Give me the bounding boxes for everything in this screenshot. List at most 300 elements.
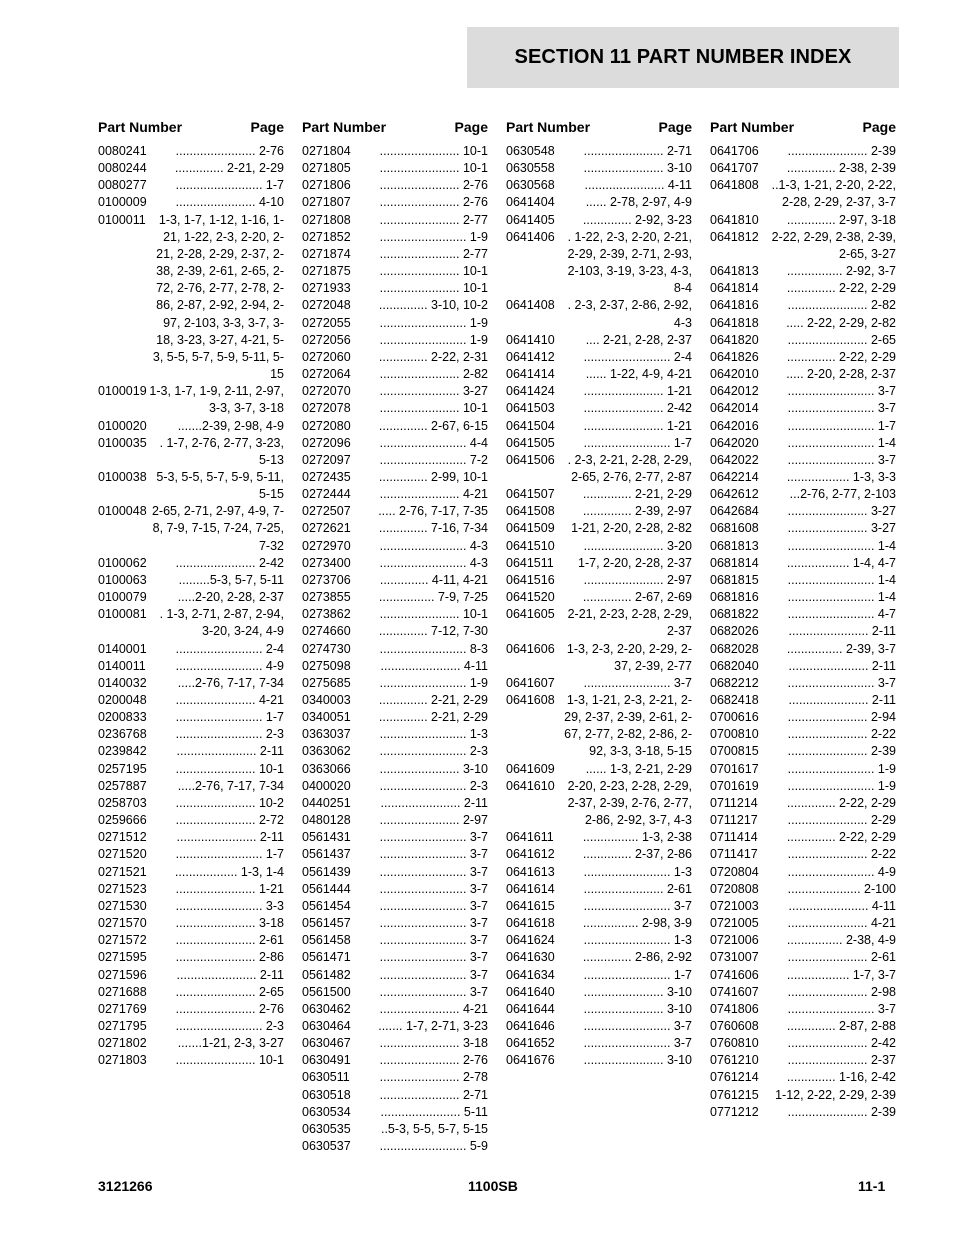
index-entry (506, 761, 692, 778)
index-entry (506, 229, 692, 298)
part-number: 0641414 (506, 367, 555, 382)
index-entry (506, 383, 692, 400)
part-number: 0641812 (710, 229, 759, 244)
part-number: 0641404 (506, 195, 555, 210)
part-number: 0561471 (302, 950, 351, 965)
part-number: 0100035 (98, 435, 147, 450)
index-entry (98, 641, 284, 658)
part-number: 0641511 (506, 555, 554, 570)
index-entry (98, 435, 284, 469)
index-entry (302, 194, 488, 211)
part-number: 0100020 (98, 418, 147, 433)
page-references: ......................... 3-7 (787, 1001, 896, 1016)
page-references: ....................... 2-61 (787, 950, 896, 965)
index-entry (302, 743, 488, 760)
part-number: 0641644 (506, 1001, 555, 1016)
part-number: 0641624 (506, 933, 555, 948)
column-header (98, 119, 284, 143)
index-entry (98, 967, 284, 984)
index-entry (98, 915, 284, 932)
index-entry (710, 915, 896, 932)
index-entry (710, 418, 896, 435)
page-references: 1-12, 2-22, 2-29, 2-39 (775, 1087, 896, 1102)
index-entry (98, 143, 284, 160)
part-number: 0271570 (98, 916, 147, 931)
index-entry (302, 1035, 488, 1052)
index-entry (98, 160, 284, 177)
page-references: ......................... 4-3 (379, 538, 488, 553)
part-number: 0274730 (302, 641, 351, 656)
index-entry (710, 606, 896, 623)
part-number: 0641408 (506, 298, 555, 313)
index-entry (98, 555, 284, 572)
page-heading: Page (658, 119, 692, 135)
part-number: 0561482 (302, 967, 351, 982)
page-references: ....................... 2-42 (175, 555, 284, 570)
part-number: 0630511 (302, 1070, 350, 1085)
page-references: ....................... 2-11 (176, 744, 284, 759)
index-entry (506, 864, 692, 881)
page-heading: Page (862, 119, 896, 135)
index-entry (302, 812, 488, 829)
page-references: ....................... 2-39 (787, 1104, 896, 1119)
part-number: 0100009 (98, 195, 147, 210)
part-number: 0642010 (710, 367, 759, 382)
page-references: ....................... 2-42 (787, 1036, 896, 1051)
part-number: 0273400 (302, 555, 351, 570)
part-number: 0642014 (710, 401, 759, 416)
index-entry (710, 1018, 896, 1035)
page-references: ..... 2-76, 7-17, 7-35 (378, 504, 488, 519)
index-entry (302, 486, 488, 503)
part-number: 0271933 (302, 281, 351, 296)
part-number: 0630518 (302, 1087, 351, 1102)
index-entry (710, 160, 896, 177)
index-column-1 (98, 119, 284, 1069)
index-entry (302, 572, 488, 589)
index-entry (302, 932, 488, 949)
index-entry (710, 709, 896, 726)
page-references: ....................... 3-10 (583, 1001, 692, 1016)
part-number: 0641810 (710, 212, 759, 227)
part-number: 0642684 (710, 504, 759, 519)
page-references: 1-3, 1-21, 2-3, 2-21, 2-29, 2-37, 2-39, 2-61, 2-67, 2-77, 2-82, 2-86, 2-92, 3-3, 3-18, 5-15 (564, 693, 692, 759)
page-references: ....................... 2-42 (583, 401, 692, 416)
index-entry (302, 761, 488, 778)
index-entry (98, 675, 284, 692)
page-references: .....2-20, 2-28, 2-37 (177, 590, 284, 605)
part-number: 0760810 (710, 1036, 759, 1051)
page-references: ......................... 3-7 (379, 881, 488, 896)
page-references: ......................... 3-7 (379, 967, 488, 982)
index-column-2 (302, 119, 488, 1155)
footer-doc-number: 3121266 (98, 1178, 153, 1194)
page-references: ....................... 2-11 (176, 830, 284, 845)
page-references: ....................... 4-21 (379, 487, 488, 502)
index-entry (302, 881, 488, 898)
part-number: 0100062 (98, 555, 147, 570)
part-number: 0641406 (506, 229, 555, 244)
part-number: 0641609 (506, 761, 555, 776)
index-entry (710, 349, 896, 366)
part-number: 0080277 (98, 178, 147, 193)
page-references: ..... 2-22, 2-29, 2-82 (786, 315, 896, 330)
part-number: 0721006 (710, 933, 759, 948)
part-number: 0630535 (302, 1121, 351, 1136)
index-entry (302, 675, 488, 692)
part-number: 0641820 (710, 332, 759, 347)
page-references: ......................... 2-3 (379, 778, 488, 793)
part-number: 0720808 (710, 881, 759, 896)
part-number: 0641610 (506, 778, 555, 793)
page-references: .............. 7-16, 7-34 (378, 521, 488, 536)
part-number: 0721003 (710, 898, 759, 913)
part-number: 0641614 (506, 881, 555, 896)
index-entry (302, 658, 488, 675)
part-number: 0682212 (710, 675, 759, 690)
index-entry (98, 761, 284, 778)
page-references: ....................... 10-1 (379, 144, 488, 158)
part-number: 0100079 (98, 590, 147, 605)
page-references: 2-21, 2-23, 2-28, 2-29, 2-37 (567, 607, 692, 639)
part-number-heading: Part Number (302, 119, 387, 135)
index-entry (506, 520, 692, 537)
page-references: ......................... 3-7 (583, 1018, 692, 1033)
page-references: ................ 2-38, 4-9 (786, 933, 896, 948)
page-references: ......................... 3-7 (583, 675, 692, 690)
page-references: .....2-76, 7-17, 7-34 (177, 675, 284, 690)
index-entry (98, 1035, 284, 1052)
index-entry (98, 846, 284, 863)
part-number: 0641814 (710, 281, 759, 296)
part-number: 0271808 (302, 212, 351, 227)
page-references: ......................... 1-9 (787, 761, 896, 776)
part-number: 0641676 (506, 1053, 555, 1068)
page-references: ....................... 1-21 (175, 881, 284, 896)
index-entry (506, 400, 692, 417)
part-number: 0272060 (302, 349, 351, 364)
page-references: ....................... 3-27 (787, 504, 896, 519)
page-references: ....................... 4-21 (175, 693, 284, 707)
index-entry (710, 641, 896, 658)
page-references: ....................... 3-10 (583, 984, 692, 999)
index-entry (506, 606, 692, 640)
part-number: 0080244 (98, 161, 147, 176)
part-number: 0561458 (302, 933, 351, 948)
page-references: ......................... 4-7 (787, 607, 896, 622)
index-entry (302, 1018, 488, 1035)
part-number: 0271595 (98, 950, 147, 965)
index-column-4 (710, 119, 896, 1121)
section-title: SECTION 11 PART NUMBER INDEX (514, 46, 852, 68)
part-number: 0641505 (506, 435, 555, 450)
page-references: . 1-22, 2-3, 2-20, 2-21, 2-29, 2-39, 2-71, 2-93, 2-103, 3-19, 3-23, 4-3, 8-4 (567, 229, 692, 296)
page-references: .............. 2-67, 6-15 (378, 418, 488, 433)
part-number: 0641509 (506, 521, 555, 536)
part-number: 0561454 (302, 898, 351, 913)
part-number: 0630534 (302, 1104, 351, 1119)
index-entry (98, 881, 284, 898)
part-number: 0271874 (302, 246, 351, 261)
part-number: 0100038 (98, 469, 147, 484)
page-references: .............. 2-67, 2-69 (582, 590, 692, 605)
part-number: 0271520 (98, 847, 147, 862)
index-entry (506, 898, 692, 915)
page-references: ....................... 4-11 (380, 658, 488, 673)
page-references: ......................... 7-2 (379, 452, 488, 467)
index-entry (506, 177, 692, 194)
part-number: 0641510 (506, 538, 555, 553)
part-number: 0720804 (710, 864, 759, 879)
page-references: . 2-3, 2-37, 2-86, 2-92, 4-3 (567, 298, 692, 330)
index-entry (302, 538, 488, 555)
page-references: ....................... 3-20 (583, 538, 692, 553)
index-entry (506, 143, 692, 160)
page-references: ......................... 1-7 (787, 418, 896, 433)
page-references: .............. 2-97, 3-18 (786, 212, 896, 227)
column-header (710, 119, 896, 143)
part-number: 0641634 (506, 967, 555, 982)
part-number: 0731007 (710, 950, 759, 965)
index-entry (710, 1069, 896, 1086)
part-number: 0561500 (302, 984, 351, 999)
page-references: 2-22, 2-29, 2-38, 2-39, 2-65, 3-27 (771, 229, 896, 261)
part-number: 0711414 (710, 830, 758, 845)
page-references: ....................... 10-1 (379, 161, 488, 176)
index-entry (302, 984, 488, 1001)
section-title-box (467, 27, 899, 88)
index-entry (506, 297, 692, 331)
page-references: ......................... 3-7 (787, 401, 896, 416)
index-entry (506, 846, 692, 863)
page-references: ....................... 2-39 (787, 144, 896, 158)
index-entry (710, 280, 896, 297)
page-references: ....................... 2-97 (583, 572, 692, 587)
page-references: ......................... 3-7 (787, 675, 896, 690)
page-references: ......................... 3-7 (787, 384, 896, 399)
page-references: ....................... 2-71 (583, 144, 692, 158)
page-references: .............. 2-22, 2-29 (786, 795, 896, 810)
page-references: ....................... 2-22 (787, 727, 896, 742)
page-references: .... 2-21, 2-28, 2-37 (585, 332, 692, 347)
index-entry (506, 1052, 692, 1069)
part-number: 0400020 (302, 778, 351, 793)
index-entry (710, 520, 896, 537)
part-number: 0100048 (98, 504, 147, 519)
part-number: 0642612 (710, 487, 759, 502)
index-entry (98, 864, 284, 881)
index-entry (98, 383, 284, 417)
index-entry (302, 315, 488, 332)
part-number: 0363066 (302, 761, 351, 776)
page-references: ....................... 2-29 (787, 813, 896, 828)
part-number: 0630462 (302, 1001, 351, 1016)
page-references: ....................... 10-1 (175, 761, 284, 776)
part-number: 0641606 (506, 641, 555, 656)
page-references: ....................... 2-11 (788, 624, 896, 639)
page-references: 1-3, 2-3, 2-20, 2-29, 2-37, 2-39, 2-77 (566, 641, 692, 673)
page-references: .............. 2-21, 2-29 (174, 161, 284, 176)
page-references: ......................... 1-4 (787, 572, 896, 587)
page-references: ....................... 2-77 (379, 246, 488, 261)
page-references: 2-20, 2-23, 2-28, 2-29, 2-37, 2-39, 2-76, 2-77, 2-86, 2-92, 3-7, 4-3 (567, 778, 692, 828)
index-entry (98, 949, 284, 966)
index-entry (302, 949, 488, 966)
index-entry (710, 366, 896, 383)
page-references: ......................... 5-9 (379, 1139, 488, 1154)
page-references: .............. 2-92, 3-23 (582, 212, 692, 227)
part-number: 0561437 (302, 847, 351, 862)
page-references: ......................... 1-4 (787, 435, 896, 450)
page-references: ................ 7-9, 7-25 (378, 590, 488, 605)
part-number: 0711214 (710, 795, 758, 810)
page-references: ....................... 4-11 (788, 898, 896, 913)
part-number: 0641611 (506, 830, 554, 845)
page-references: ....................... 4-21 (379, 1001, 488, 1016)
page-references: ....................... 3-10 (583, 1053, 692, 1068)
page-references: ......................... 2-3 (175, 1018, 284, 1033)
index-entry (506, 778, 692, 829)
part-number: 0641605 (506, 607, 555, 622)
part-number: 0741806 (710, 1001, 759, 1016)
index-entry (302, 1121, 488, 1138)
page-references: ......................... 1-4 (787, 590, 896, 605)
part-number: 0100063 (98, 572, 147, 587)
page-references: .............. 2-21, 2-29 (582, 487, 692, 502)
part-number: 0641646 (506, 1018, 555, 1033)
index-entry (506, 675, 692, 692)
page-references: ......................... 1-7 (583, 435, 692, 450)
page-references: .......1-21, 2-3, 3-27 (177, 1036, 284, 1051)
page-references: ......................... 2-4 (175, 641, 284, 656)
part-number: 0340051 (302, 710, 351, 725)
index-entry (98, 778, 284, 795)
page-references: ....................... 10-1 (379, 401, 488, 416)
part-number: 0700616 (710, 710, 759, 725)
page-references: ......................... 4-3 (379, 555, 488, 570)
page-references: ......................... 8-3 (379, 641, 488, 656)
part-number: 0140032 (98, 675, 147, 690)
page-references: ......................... 3-7 (583, 1036, 692, 1051)
part-number: 0257195 (98, 761, 147, 776)
index-entry (710, 761, 896, 778)
index-entry (302, 160, 488, 177)
part-number: 0272048 (302, 298, 351, 313)
page-references: ......................... 1-7 (583, 967, 692, 982)
page-references: ....................... 2-11 (788, 658, 896, 673)
index-entry (506, 1018, 692, 1035)
part-number: 0641508 (506, 504, 555, 519)
part-number: 0363062 (302, 744, 351, 759)
page-references: ......................... 3-7 (583, 898, 692, 913)
part-number: 0642016 (710, 418, 759, 433)
page-references: ......................... 4-4 (379, 435, 488, 450)
index-entry (710, 967, 896, 984)
index-entry (98, 1052, 284, 1069)
part-number: 0272097 (302, 452, 351, 467)
index-entry (302, 280, 488, 297)
page-references: ....................... 2-11 (380, 795, 488, 810)
page-references: ......................... 1-9 (379, 229, 488, 244)
index-entry (302, 555, 488, 572)
page-references: 1-3, 1-7, 1-12, 1-16, 1-21, 1-22, 2-3, 2-20, 2-21, 2-28, 2-29, 2-37, 2-38, 2-39, 2-61, 2-65, 2-72, 2-76, 2-77, 2-78, 2-86, 2-87, 2-92, 2-94, 2-97, 2-103, 3-3, 3-7, 3-18, 3-23, 3-27, 4-21, 5-3, 5-5, 5-7, 5-9, 5-11, 5-15 (152, 212, 284, 382)
index-entry (710, 503, 896, 520)
part-number: 0271572 (98, 933, 147, 948)
part-number: 0641612 (506, 847, 555, 862)
part-number: 0721005 (710, 916, 759, 931)
index-entry (506, 366, 692, 383)
part-number: 0642012 (710, 384, 759, 399)
part-number: 0200833 (98, 710, 147, 725)
index-entry (506, 949, 692, 966)
part-number: 0271875 (302, 264, 351, 279)
page-references: ......................... 1-7 (175, 847, 284, 862)
page-references: ...2-76, 2-77, 2-103 (789, 487, 896, 502)
page-references: ......................... 1-9 (379, 332, 488, 347)
part-number: 0641618 (506, 916, 555, 931)
page-references: .............. 2-22, 2-29 (786, 349, 896, 364)
page-references: .................. 1-3, 1-4 (174, 864, 284, 879)
page-references: ......................... 2-3 (175, 727, 284, 742)
part-number: 0272507 (302, 504, 351, 519)
index-entry (302, 1104, 488, 1121)
index-entry (302, 349, 488, 366)
part-number: 0641615 (506, 898, 555, 913)
index-entry (302, 915, 488, 932)
part-number: 0682026 (710, 624, 759, 639)
page-references: . 2-3, 2-21, 2-28, 2-29, 2-65, 2-76, 2-77, 2-87 (567, 452, 692, 484)
page-references: ....................... 2-97 (379, 813, 488, 828)
part-number: 0271852 (302, 229, 351, 244)
index-entry (710, 212, 896, 229)
index-entry (506, 1035, 692, 1052)
page-references: ....................... 3-27 (379, 384, 488, 399)
page-references: .............. 2-87, 2-88 (786, 1018, 896, 1033)
part-number: 0272078 (302, 401, 351, 416)
index-entry (98, 572, 284, 589)
part-number: 0273706 (302, 572, 351, 587)
index-entry (302, 383, 488, 400)
index-entry (710, 469, 896, 486)
part-number: 0641640 (506, 984, 555, 999)
page-references: ......................... 1-7 (175, 710, 284, 725)
index-entry (98, 177, 284, 194)
page-references: ....................... 1-21 (583, 418, 692, 433)
index-entry (302, 246, 488, 263)
part-number: 0272055 (302, 315, 351, 330)
page-references: ....................... 2-86 (175, 950, 284, 965)
index-entry (302, 418, 488, 435)
page-references: ......................... 3-7 (379, 847, 488, 862)
page-references: ....................... 3-10 (379, 761, 488, 776)
part-number: 0641826 (710, 349, 759, 364)
part-number: 0682418 (710, 693, 759, 707)
index-entry (302, 1052, 488, 1069)
index-entry (302, 520, 488, 537)
part-number: 0681822 (710, 607, 759, 622)
index-entry (302, 263, 488, 280)
index-entry (506, 538, 692, 555)
page-references: ......................... 1-9 (379, 675, 488, 690)
page-references: ......................... 1-3 (583, 864, 692, 879)
index-entry (506, 435, 692, 452)
index-entry (710, 778, 896, 795)
part-number: 0681815 (710, 572, 759, 587)
index-entry (302, 692, 488, 709)
part-number: 0641608 (506, 693, 555, 707)
page-references: ................ 2-39, 3-7 (786, 641, 896, 656)
part-number: 0711217 (710, 813, 758, 828)
